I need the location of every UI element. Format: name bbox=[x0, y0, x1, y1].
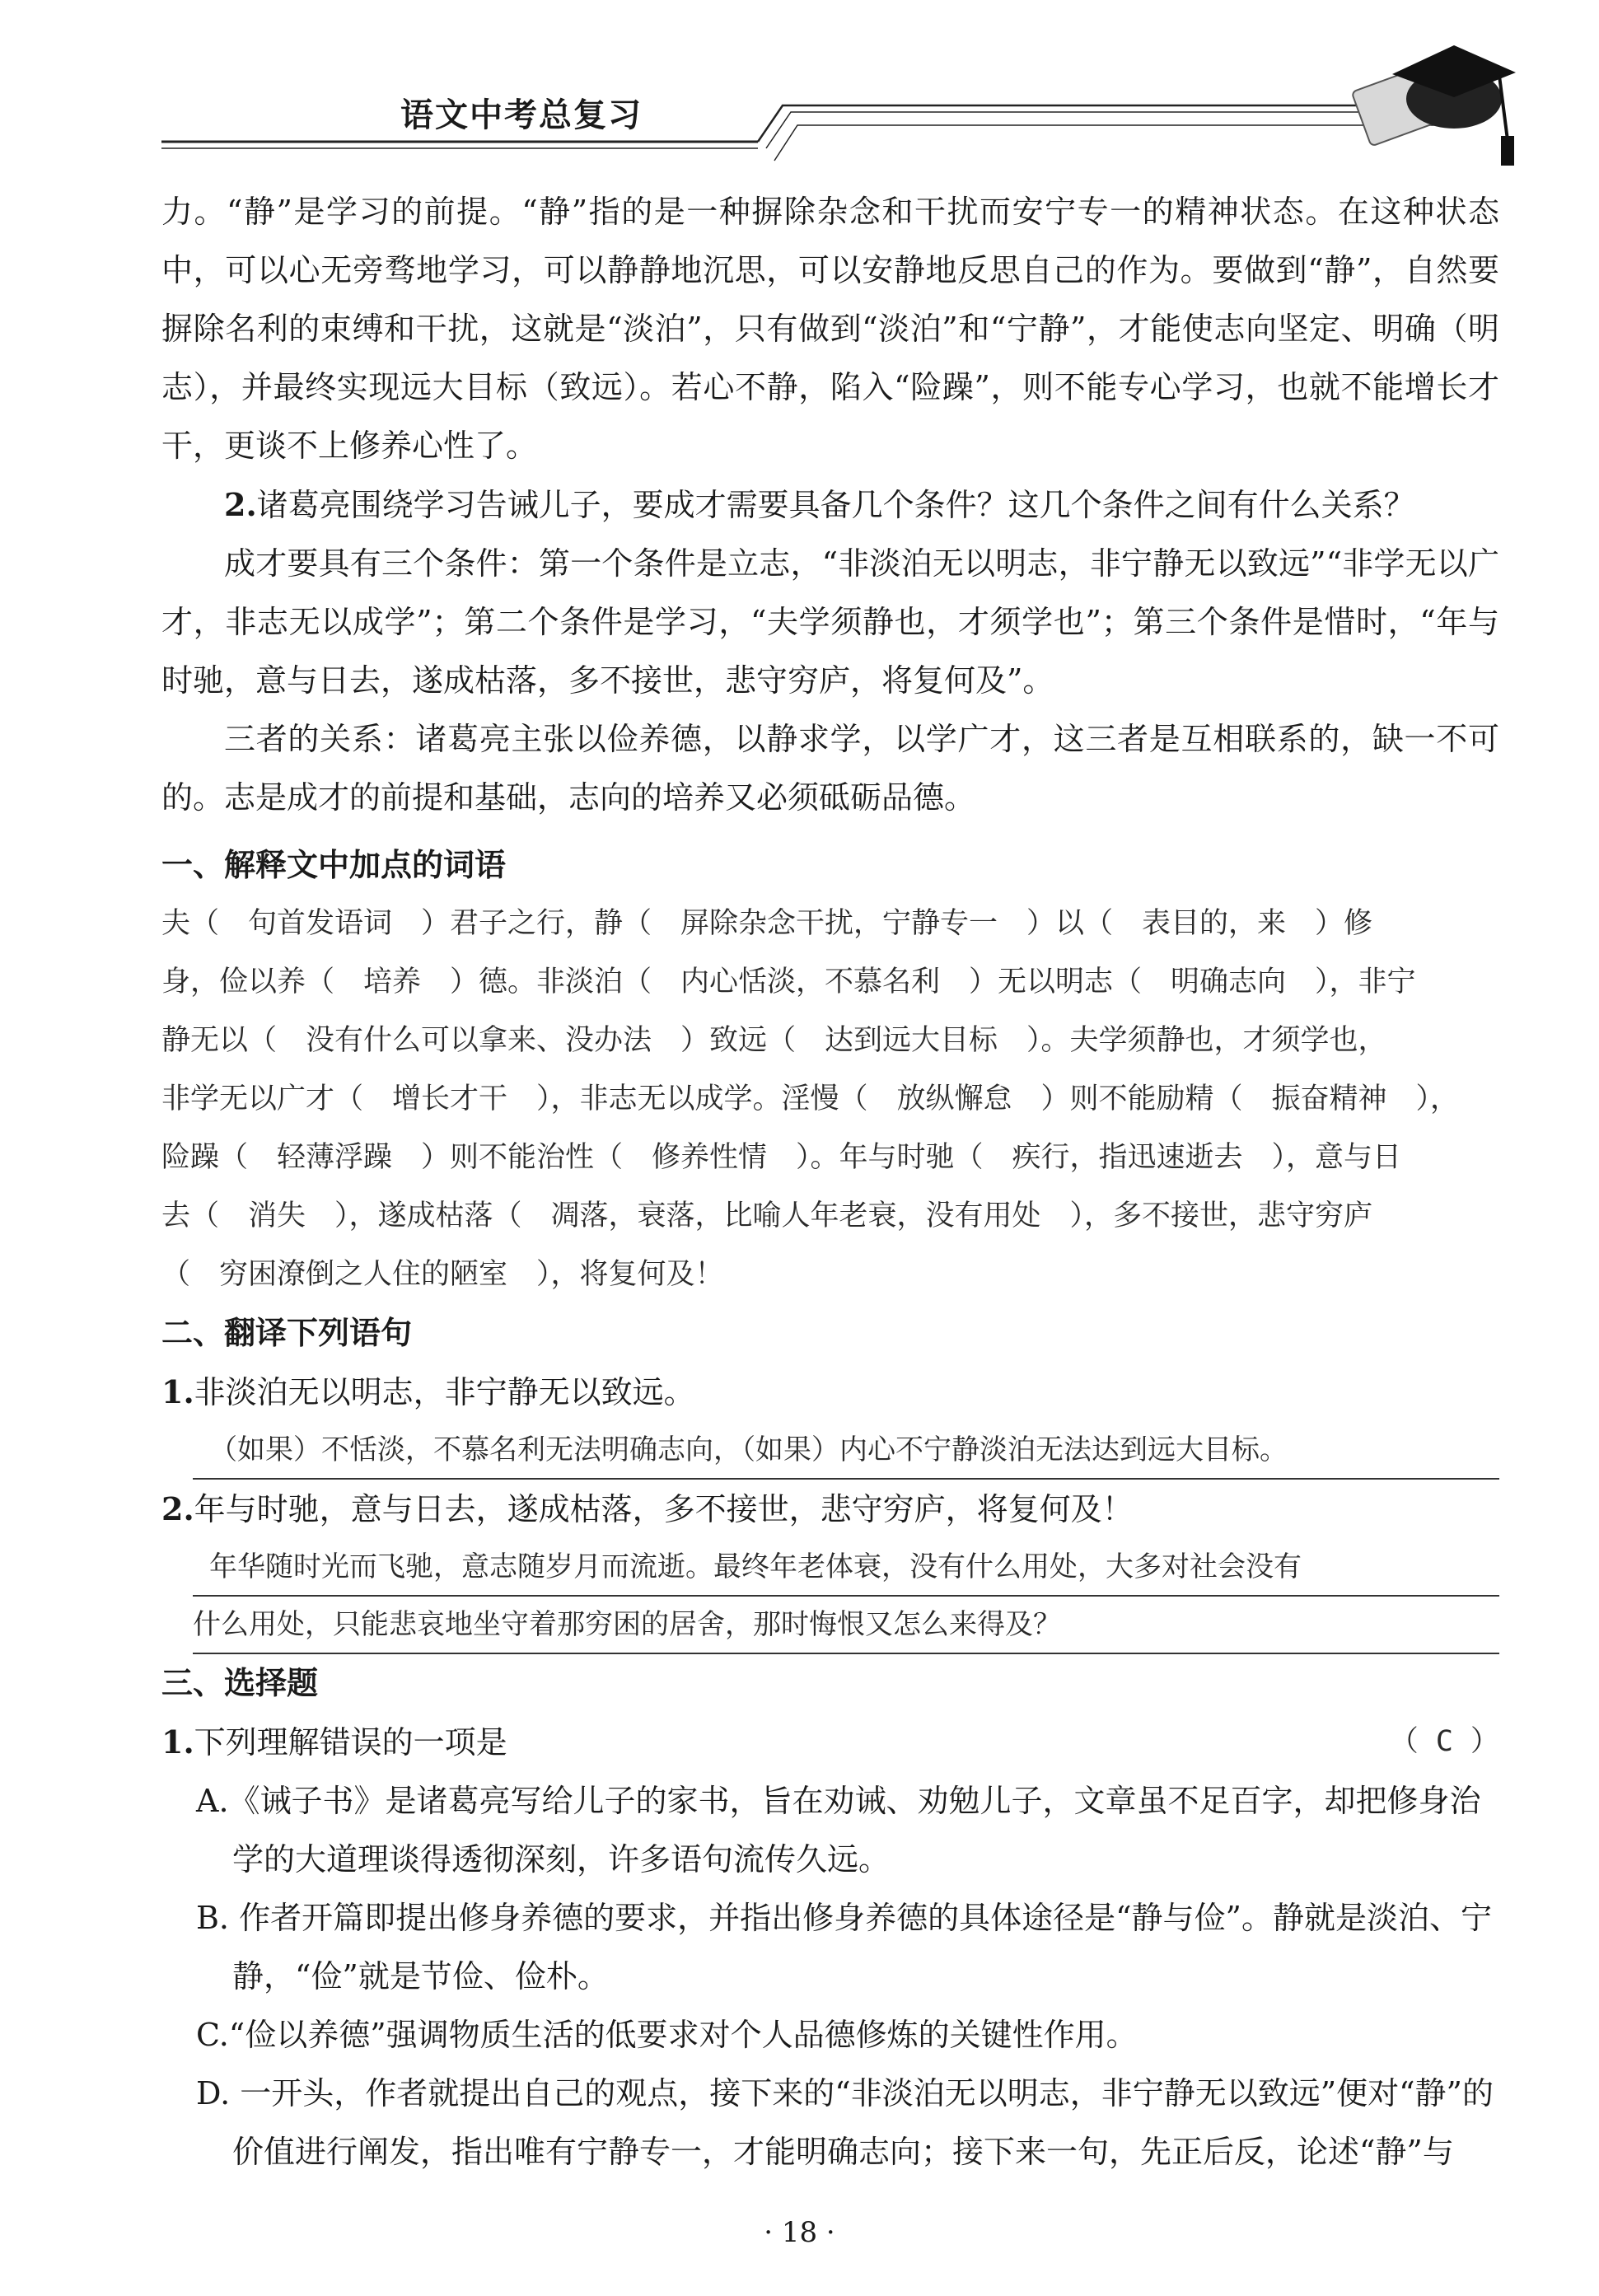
question-2 bbox=[161, 475, 1499, 535]
option-a: A.《诫子书》是诸葛亮写给儿子的家书，旨在劝诫、劝勉儿子，文章虽不足百字，却把修身治学的大道理谈得透彻深刻，许多语句流传久远。 bbox=[196, 1783, 1481, 1877]
header-decoration bbox=[0, 0, 1599, 181]
section-heading: 二、翻译下列语句 bbox=[161, 1315, 413, 1351]
explain-line: 夫（ 句首发语词 ）君子之行，静（ 屏除杂念干扰，宁静专一 ）以（ 表目的，来 ）修 bbox=[161, 907, 1373, 940]
translate-question-2 bbox=[161, 1480, 1499, 1539]
question-text: 诸葛亮围绕学习告诫儿子，要成才需要具备几个条件？这几个条件之间有什么关系？ bbox=[256, 487, 1415, 523]
explain-line: 静无以（ 没有什么可以拿来、没办法 ）致远（ 达到远大目标 ）。夫学须静也，才须学也， bbox=[161, 1024, 1387, 1057]
explain-line: 去（ 消失 ），遂成枯落（ 凋落，衰落，比喻人年老衰，没有用处 ），多不接世，悲守穷庐 bbox=[161, 1199, 1373, 1232]
header-title: 语文中考总复习 bbox=[400, 96, 643, 134]
answer-line: （如果）不恬淡，不慕名利无法明确志向，（如果）内心不宁静淡泊无法达到远大目标。 bbox=[193, 1422, 1499, 1480]
explain-line: 身，俭以养（ 培养 ）德。非淡泊（ 内心恬淡，不慕名利 ）无以明志（ 明确志向 ），非宁 bbox=[161, 966, 1416, 998]
question-number: 1. bbox=[161, 1723, 194, 1761]
translate-question-1 bbox=[161, 1363, 1499, 1422]
intro-section bbox=[161, 183, 1499, 827]
option-b: B. 作者开篇即提出修身养德的要求，并指出修身养德的具体途径是“静与俭”。静就是淡泊、宁静，“俭”就是节俭、俭朴。 bbox=[196, 1900, 1492, 1994]
section-translate bbox=[161, 1304, 1499, 1654]
section-multiple-choice bbox=[161, 1654, 1499, 2181]
question-number: 2. bbox=[161, 1490, 194, 1527]
choice-answer: （ C ） bbox=[1389, 1725, 1499, 1758]
question-text: 下列理解错误的一项是 bbox=[194, 1724, 507, 1761]
explain-line: 险躁（ 轻薄浮躁 ）则不能治性（ 修养性情 ）。年与时驰（ 疾行，指迅速逝去 ），意与日 bbox=[161, 1141, 1402, 1174]
section-heading: 一、解释文中加点的词语 bbox=[161, 847, 507, 883]
answer-line: 年华随时光而飞驰，意志随岁月而流逝。最终年老体衰，没有什么用处，大多对社会没有 bbox=[193, 1539, 1499, 1597]
answer-paragraph-1: 成才要具有三个条件：第一个条件是立志，“非淡泊无以明志，非宁静无以致远”“非学无以广才，非志无以成学”；第二个条件是学习，“夫学须静也，才须学也”；第三个条件是惜时，“年与时驰，意与日去，遂成枯落，多不接世，悲守穷庐，将复何及”。 bbox=[161, 545, 1499, 699]
explain-line: （ 穷困潦倒之人住的陋室 ），将复何及！ bbox=[161, 1258, 724, 1291]
explain-line: 非学无以广才（ 增长才干 ），非志无以成学。淫慢（ 放纵懈怠 ）则不能励精（ 振奋精神 ）， bbox=[161, 1083, 1460, 1115]
page-number: · 18 · bbox=[764, 2216, 835, 2249]
answer-paragraph-2: 三者的关系：诸葛亮主张以俭养德，以静求学，以学广才，这三者是互相联系的，缺一不可的。志是成才的前提和基础，志向的培养又必须砥砺品德。 bbox=[161, 721, 1499, 816]
question-number: 2. bbox=[224, 486, 257, 523]
question-text: 年与时驰，意与日去，遂成枯落，多不接世，悲守穷庐，将复何及！ bbox=[194, 1491, 1134, 1527]
question-number: 1. bbox=[161, 1373, 194, 1410]
answer-line: 什么用处，只能悲哀地坐守着那穷困的居舍，那时悔恨又怎么来得及？ bbox=[193, 1597, 1499, 1654]
intro-paragraph: 力。“静”是学习的前提。“静”指的是一种摒除杂念和干扰而安宁专一的精神状态。在这种状态中，可以心无旁骛地学习，可以静静地沉思，可以安静地反思自己的作为。要做到“静”，自然要摒除名利的束缚和干扰，这就是“淡泊”，只有做到“淡泊”和“宁静”，才能使志向坚定、明确（明志），并最终实现远大目标（致远）。若心不静，陷入“险躁”，则不能专心学习，也就不能增长才干，更谈不上修养心性了。 bbox=[161, 194, 1499, 464]
graduation-cap-icon bbox=[1352, 45, 1516, 166]
option-c: C.“俭以养德”强调物质生活的低要求对个人品德修炼的关键性作用。 bbox=[196, 2017, 1138, 2053]
section-explain-words bbox=[161, 836, 1499, 1304]
choice-question-1 bbox=[161, 1713, 1499, 1772]
section-heading: 三、选择题 bbox=[161, 1665, 319, 1701]
option-d: D. 一开头，作者就提出自己的观点，接下来的“非淡泊无以明志，非宁静无以致远”便对“静”的价值进行阐发，指出唯有宁静专一，才能明确志向；接下来一句，先正后反，论述“静”与 bbox=[196, 2075, 1494, 2170]
question-text: 非淡泊无以明志，非宁静无以致远。 bbox=[194, 1374, 695, 1410]
